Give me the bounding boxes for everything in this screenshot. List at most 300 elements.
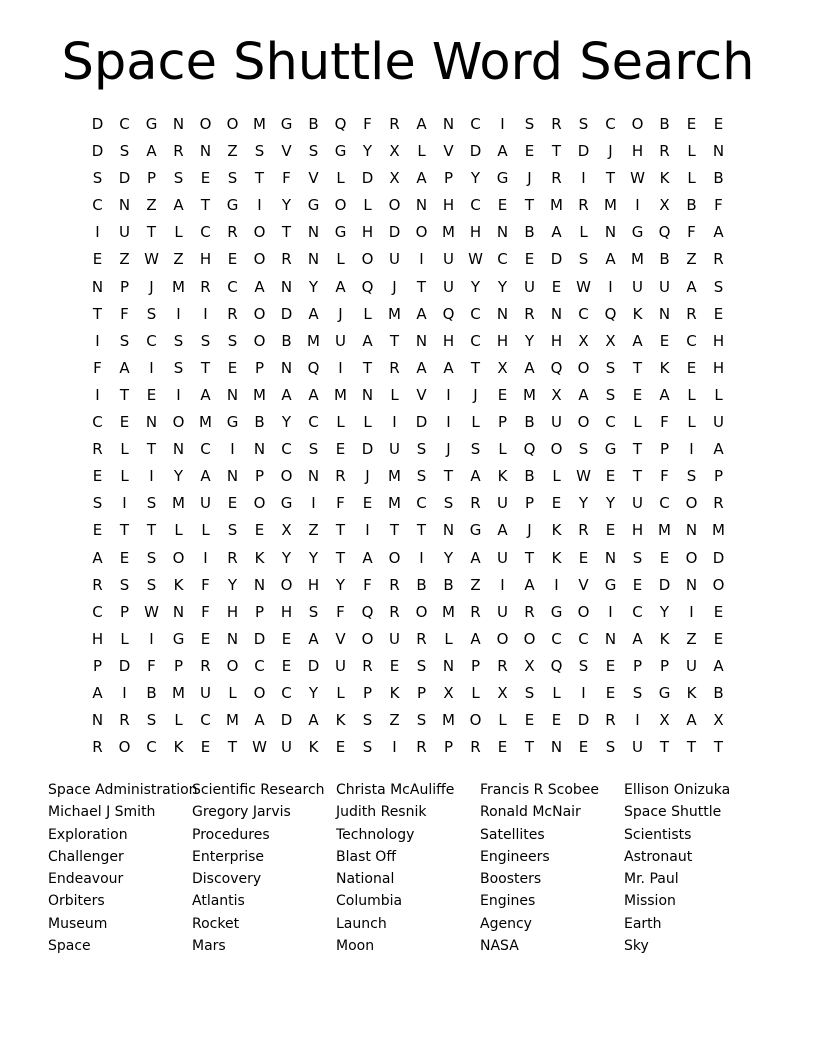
grid-letter: Y xyxy=(281,413,292,432)
grid-letter: Y xyxy=(497,277,508,296)
grid-letter: G xyxy=(334,223,347,242)
grid-letter: S xyxy=(524,683,535,702)
grid-row xyxy=(84,548,732,575)
grid-letter: O xyxy=(253,250,266,269)
grid-letter: G xyxy=(145,115,158,133)
grid-letter: F xyxy=(147,656,156,675)
word-list-item: Christa McAuliffe xyxy=(336,782,455,798)
grid-letter: A xyxy=(524,575,535,594)
grid-letter: K xyxy=(389,683,400,702)
grid-letter: E xyxy=(335,440,346,459)
grid-letter: A xyxy=(713,223,724,242)
grid-letter: O xyxy=(577,358,590,377)
grid-letter: A xyxy=(551,223,562,242)
grid-letter: F xyxy=(363,115,372,133)
grid-letter: B xyxy=(254,413,265,432)
grid-letter: S xyxy=(443,494,454,513)
grid-letter: P xyxy=(254,602,265,621)
grid-letter: E xyxy=(713,304,724,323)
grid-letter: I xyxy=(95,331,100,350)
word-list-item: Earth xyxy=(624,915,662,932)
grid-letter: L xyxy=(174,711,183,730)
grid-letter: S xyxy=(227,521,238,540)
grid-letter: M xyxy=(388,494,401,513)
grid-letter: C xyxy=(632,602,643,621)
word-list-item: Sky xyxy=(624,938,649,955)
grid-letter: Q xyxy=(442,304,455,323)
word-list-item: Boosters xyxy=(480,871,542,888)
grid-letter: I xyxy=(446,385,451,404)
grid-letter: Z xyxy=(119,250,130,269)
grid-letter: B xyxy=(659,250,670,269)
grid-letter: R xyxy=(227,223,238,242)
grid-letter: B xyxy=(443,575,454,594)
grid-letter: A xyxy=(308,629,319,648)
grid-letter: P xyxy=(119,602,130,621)
grid-letter: Q xyxy=(550,656,563,675)
grid-letter: N xyxy=(253,440,266,459)
grid-letter: M xyxy=(388,304,401,323)
grid-letter: E xyxy=(200,738,211,757)
grid-row xyxy=(84,466,732,493)
grid-letter: E xyxy=(632,575,643,594)
grid-letter: E xyxy=(686,115,697,133)
grid-letter: P xyxy=(254,358,265,377)
grid-letter: J xyxy=(608,142,613,161)
grid-letter: S xyxy=(119,142,130,161)
grid-letter: S xyxy=(146,548,157,567)
grid-letter: O xyxy=(280,575,293,594)
grid-letter: E xyxy=(632,385,643,404)
grid-letter: R xyxy=(119,711,130,730)
grid-letter: I xyxy=(608,277,613,296)
grid-letter: K xyxy=(173,738,184,757)
grid-letter: I xyxy=(608,602,613,621)
word-column xyxy=(624,779,768,957)
word-list-item: Engines xyxy=(480,893,536,910)
grid-letter: O xyxy=(172,413,185,432)
word-list-item: Challenger xyxy=(48,848,124,865)
grid-letter: S xyxy=(605,385,616,404)
grid-letter: L xyxy=(498,711,507,730)
grid-letter: I xyxy=(149,629,154,648)
word-list-item: Judith Resnik xyxy=(336,804,427,821)
grid-letter: N xyxy=(118,196,131,215)
grid-letter: R xyxy=(551,115,562,133)
grid-letter: N xyxy=(604,629,617,648)
grid-letter: E xyxy=(605,683,616,702)
grid-letter: A xyxy=(254,277,265,296)
grid-letter: R xyxy=(92,738,103,757)
grid-letter: S xyxy=(713,277,724,296)
grid-letter: X xyxy=(497,358,508,377)
grid-letter: S xyxy=(173,331,184,350)
grid-letter: I xyxy=(95,223,100,242)
grid-letter: O xyxy=(415,223,428,242)
grid-letter: T xyxy=(524,548,535,567)
grid-letter: L xyxy=(390,385,399,404)
word-list-item: Atlantis xyxy=(192,893,245,910)
grid-letter: E xyxy=(713,602,724,621)
grid-letter: F xyxy=(687,223,696,242)
grid-letter: C xyxy=(281,683,292,702)
grid-letter: X xyxy=(389,142,400,161)
grid-letter: G xyxy=(631,223,644,242)
grid-letter: I xyxy=(365,521,370,540)
grid-letter: L xyxy=(417,142,426,161)
grid-letter: S xyxy=(416,711,427,730)
word-list-item: Procedures xyxy=(192,826,270,843)
grid-letter: T xyxy=(632,440,643,459)
grid-letter: F xyxy=(660,467,669,486)
grid-letter: E xyxy=(119,548,130,567)
word-column xyxy=(192,779,336,957)
grid-letter: H xyxy=(442,196,455,215)
grid-letter: O xyxy=(226,656,239,675)
grid-letter: C xyxy=(470,115,481,133)
grid-letter: G xyxy=(307,196,320,215)
grid-letter: J xyxy=(527,169,532,188)
grid-row xyxy=(84,412,732,439)
grid-letter: N xyxy=(91,711,104,730)
grid-letter: Y xyxy=(443,548,454,567)
grid-letter: R xyxy=(362,656,373,675)
grid-letter: O xyxy=(253,331,266,350)
grid-letter: C xyxy=(470,304,481,323)
word-list-item: Michael J Smith xyxy=(48,804,156,821)
grid-letter: F xyxy=(120,304,129,323)
grid-letter: I xyxy=(581,169,586,188)
grid-letter: I xyxy=(203,548,208,567)
grid-letter: S xyxy=(173,169,184,188)
grid-letter: O xyxy=(496,629,509,648)
grid-letter: E xyxy=(389,656,400,675)
grid-letter: B xyxy=(659,115,670,133)
word-list-item: Rocket xyxy=(192,915,240,932)
grid-letter: P xyxy=(173,656,184,675)
grid-letter: I xyxy=(419,250,424,269)
grid-letter: V xyxy=(335,629,346,648)
grid-letter: L xyxy=(687,142,696,161)
word-list-item: Orbiters xyxy=(48,893,105,910)
grid-letter: N xyxy=(280,277,293,296)
grid-letter: W xyxy=(144,602,159,621)
grid-letter: Z xyxy=(308,521,319,540)
word-list-item: Moon xyxy=(336,938,375,955)
grid-letter: R xyxy=(92,575,103,594)
grid-letter: E xyxy=(578,548,589,567)
grid-letter: K xyxy=(173,575,184,594)
grid-letter: U xyxy=(632,277,643,296)
grid-letter: Y xyxy=(578,494,589,513)
grid-letter: N xyxy=(658,304,671,323)
grid-letter: I xyxy=(176,385,181,404)
grid-letter: Y xyxy=(335,575,346,594)
grid-letter: L xyxy=(552,683,561,702)
grid-letter: O xyxy=(334,196,347,215)
grid-letter: E xyxy=(524,250,535,269)
grid-letter: U xyxy=(389,629,400,648)
grid-letter: U xyxy=(497,548,508,567)
grid-letter: B xyxy=(146,683,157,702)
grid-letter: O xyxy=(577,602,590,621)
grid-letter: A xyxy=(146,142,157,161)
grid-letter: K xyxy=(335,711,346,730)
grid-letter: S xyxy=(524,115,535,133)
grid-letter: R xyxy=(605,711,616,730)
grid-letter: E xyxy=(146,385,157,404)
grid-letter: N xyxy=(550,738,563,757)
grid-letter: A xyxy=(470,467,481,486)
grid-letter: D xyxy=(280,304,293,323)
grid-letter: T xyxy=(551,142,562,161)
grid-letter: S xyxy=(416,656,427,675)
grid-letter: Z xyxy=(146,196,157,215)
grid-letter: E xyxy=(227,250,238,269)
grid-letter: M xyxy=(442,711,455,730)
grid-letter: X xyxy=(389,169,400,188)
grid-letter: C xyxy=(605,413,616,432)
grid-letter: D xyxy=(91,115,104,133)
grid-letter: I xyxy=(635,711,640,730)
grid-letter: Q xyxy=(307,358,320,377)
grid-letter: K xyxy=(686,683,697,702)
grid-letter: V xyxy=(281,142,292,161)
grid-letter: R xyxy=(200,277,211,296)
grid-letter: D xyxy=(91,142,104,161)
grid-letter: K xyxy=(497,467,508,486)
grid-letter: M xyxy=(442,223,455,242)
grid-letter: A xyxy=(578,385,589,404)
grid-letter: S xyxy=(92,494,103,513)
grid-letter: E xyxy=(524,711,535,730)
grid-letter: C xyxy=(200,711,211,730)
grid-letter: G xyxy=(604,575,617,594)
grid-letter: D xyxy=(118,656,131,675)
grid-letter: O xyxy=(226,115,239,133)
grid-letter: F xyxy=(93,358,102,377)
grid-letter: L xyxy=(336,250,345,269)
grid-letter: H xyxy=(361,223,374,242)
grid-letter: K xyxy=(659,629,670,648)
grid-letter: A xyxy=(92,683,103,702)
grid-letter: A xyxy=(659,385,670,404)
grid-letter: C xyxy=(605,115,616,133)
grid-letter: E xyxy=(551,277,562,296)
grid-letter: I xyxy=(689,602,694,621)
grid-letter: E xyxy=(92,521,103,540)
grid-letter: C xyxy=(200,223,211,242)
grid-letter: E xyxy=(605,656,616,675)
grid-letter: N xyxy=(415,331,428,350)
grid-letter: U xyxy=(443,250,454,269)
grid-letter: D xyxy=(577,711,590,730)
grid-letter: T xyxy=(416,521,427,540)
grid-letter: M xyxy=(523,385,536,404)
grid-letter: L xyxy=(633,413,642,432)
grid-letter: F xyxy=(363,575,372,594)
grid-letter: C xyxy=(146,331,157,350)
grid-letter: L xyxy=(363,304,372,323)
grid-letter: L xyxy=(174,223,183,242)
grid-row xyxy=(84,222,732,249)
grid-letter: E xyxy=(578,738,589,757)
grid-letter: T xyxy=(281,223,292,242)
grid-letter: S xyxy=(362,711,373,730)
grid-letter: O xyxy=(253,304,266,323)
grid-letter: E xyxy=(227,494,238,513)
grid-letter: T xyxy=(146,223,157,242)
grid-letter: P xyxy=(470,656,481,675)
grid-letter: Q xyxy=(658,223,671,242)
grid-letter: A xyxy=(605,250,616,269)
grid-letter: I xyxy=(500,575,505,594)
grid-letter: I xyxy=(500,115,505,133)
grid-letter: T xyxy=(443,467,454,486)
grid-letter: L xyxy=(687,385,696,404)
grid-letter: S xyxy=(254,142,265,161)
grid-letter: D xyxy=(118,169,131,188)
grid-letter: H xyxy=(631,521,644,540)
grid-letter: H xyxy=(280,602,293,621)
grid-letter: R xyxy=(281,250,292,269)
grid-letter: T xyxy=(146,521,157,540)
grid-letter: I xyxy=(419,548,424,567)
grid-letter: A xyxy=(119,358,130,377)
grid-letter: X xyxy=(578,331,589,350)
grid-letter: D xyxy=(712,548,725,567)
grid-letter: R xyxy=(173,142,184,161)
grid-letter: A xyxy=(92,548,103,567)
grid-letter: E xyxy=(362,494,373,513)
grid-letter: N xyxy=(712,142,725,161)
grid-letter: D xyxy=(658,575,671,594)
grid-letter: O xyxy=(253,683,266,702)
grid-letter: R xyxy=(227,304,238,323)
grid-letter: O xyxy=(388,196,401,215)
grid-letter: P xyxy=(713,467,724,486)
grid-letter: T xyxy=(389,521,400,540)
grid-letter: N xyxy=(280,358,293,377)
grid-letter: S xyxy=(119,575,130,594)
grid-letter: S xyxy=(686,467,697,486)
grid-letter: F xyxy=(336,494,345,513)
grid-letter: L xyxy=(120,467,129,486)
grid-letter: E xyxy=(200,169,211,188)
grid-letter: R xyxy=(470,738,481,757)
grid-letter: J xyxy=(149,277,154,296)
grid-letter: E xyxy=(524,142,535,161)
grid-letter: L xyxy=(552,467,561,486)
word-list-item: Agency xyxy=(480,915,532,932)
word-list-item: Mission xyxy=(624,893,676,910)
grid-letter: S xyxy=(308,602,319,621)
grid-letter: C xyxy=(227,277,238,296)
grid-letter: A xyxy=(254,711,265,730)
word-list-item: Blast Off xyxy=(336,848,396,865)
grid-letter: T xyxy=(686,738,697,757)
grid-letter: I xyxy=(554,575,559,594)
grid-letter: X xyxy=(524,656,535,675)
grid-letter: D xyxy=(361,440,374,459)
grid-letter: T xyxy=(335,548,346,567)
grid-letter: T xyxy=(362,358,373,377)
grid-letter: X xyxy=(497,683,508,702)
grid-letter: Q xyxy=(550,358,563,377)
grid-letter: C xyxy=(470,196,481,215)
grid-letter: N xyxy=(685,575,698,594)
grid-letter: T xyxy=(92,304,103,323)
grid-letter: L xyxy=(120,440,129,459)
grid-letter: X xyxy=(605,331,616,350)
grid-letter: V xyxy=(416,385,427,404)
grid-letter: A xyxy=(470,629,481,648)
word-list-item: Space xyxy=(48,938,91,955)
grid-letter: M xyxy=(631,250,644,269)
grid-letter: C xyxy=(470,331,481,350)
grid-letter: N xyxy=(442,115,455,133)
word-column xyxy=(336,779,480,957)
grid-letter: E xyxy=(497,196,508,215)
grid-letter: I xyxy=(338,358,343,377)
grid-letter: A xyxy=(416,304,427,323)
grid-letter: C xyxy=(92,413,103,432)
grid-letter: M xyxy=(172,494,185,513)
grid-letter: Y xyxy=(173,467,184,486)
grid-letter: P xyxy=(119,277,130,296)
grid-letter: A xyxy=(173,196,184,215)
grid-letter: A xyxy=(686,277,697,296)
grid-letter: C xyxy=(497,250,508,269)
grid-letter: F xyxy=(201,575,210,594)
grid-letter: A xyxy=(416,358,427,377)
word-list-item: Mr. Paul xyxy=(624,871,679,888)
grid-letter: G xyxy=(226,196,239,215)
grid-letter: E xyxy=(551,711,562,730)
grid-letter: N xyxy=(145,413,158,432)
grid-letter: C xyxy=(578,304,589,323)
grid-letter: R xyxy=(227,548,238,567)
grid-letter: E xyxy=(551,494,562,513)
grid-letter: S xyxy=(308,142,319,161)
grid-letter: R xyxy=(713,494,724,513)
grid-letter: H xyxy=(712,331,725,350)
grid-letter: R xyxy=(497,656,508,675)
grid-letter: Q xyxy=(604,304,617,323)
grid-letter: D xyxy=(307,656,320,675)
grid-letter: T xyxy=(632,467,643,486)
grid-letter: I xyxy=(635,196,640,215)
word-list-item: Ellison Onizuka xyxy=(624,782,731,798)
grid-letter: T xyxy=(389,331,400,350)
grid-letter: M xyxy=(334,385,347,404)
grid-letter: W xyxy=(630,169,645,188)
grid-letter: X xyxy=(443,683,454,702)
grid-letter: A xyxy=(362,548,373,567)
grid-letter: T xyxy=(632,358,643,377)
grid-letter: O xyxy=(361,250,374,269)
word-list-item: Astronaut xyxy=(624,848,693,865)
grid-letter: E xyxy=(254,521,265,540)
grid-row xyxy=(84,439,732,466)
grid-letter: R xyxy=(389,115,400,133)
grid-letter: N xyxy=(307,250,320,269)
grid-letter: I xyxy=(311,494,316,513)
grid-letter: N xyxy=(685,521,698,540)
grid-letter: S xyxy=(578,656,589,675)
grid-letter: B xyxy=(416,575,427,594)
grid-letter: N xyxy=(442,521,455,540)
